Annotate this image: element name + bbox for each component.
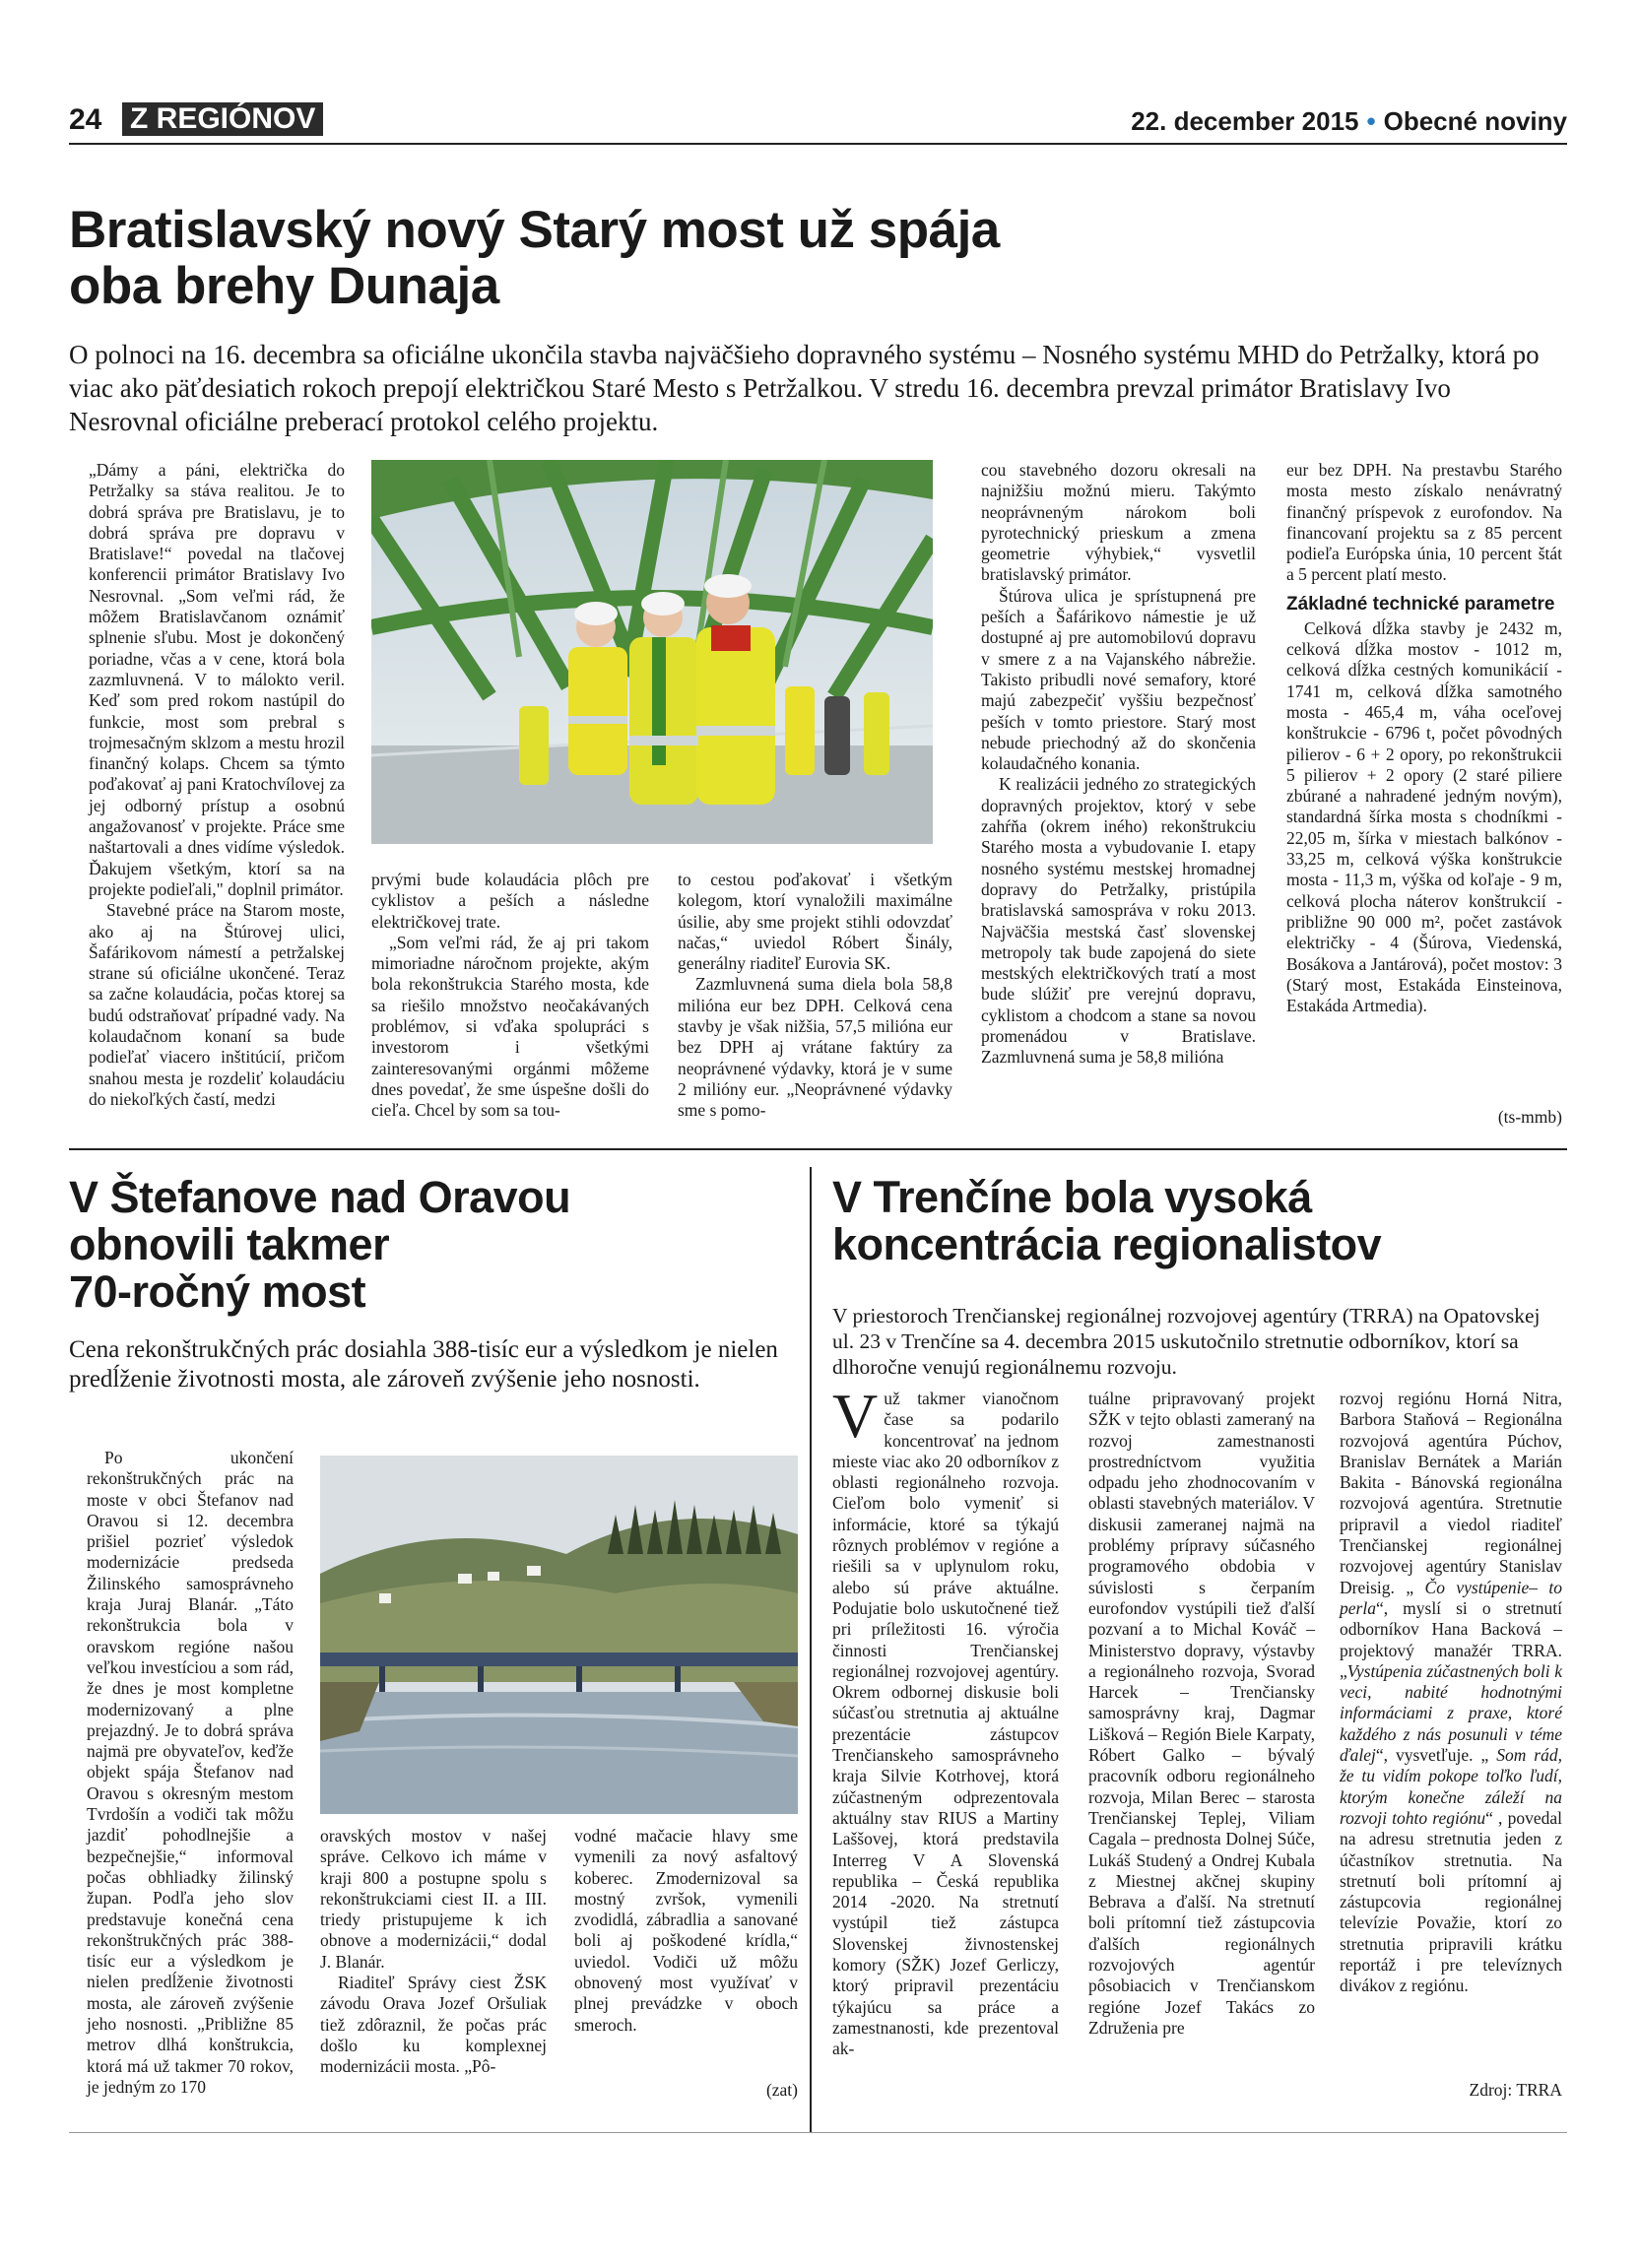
- publication-name: Obecné noviny: [1383, 106, 1567, 136]
- footer-rule: [69, 2132, 1567, 2133]
- article1-col5-p1: eur bez DPH. Na prestavbu Starého mosta mesto získalo nenávratný finančný príspevok z eurofondov. Na financovaní projektu sa z 85 percent podieľa Európska únia, 10 percent štát a 5 percent platí mesto.: [1286, 460, 1562, 585]
- article1-title-line1: Bratislavský nový Starý most už spája: [69, 201, 1000, 259]
- article1-col4-p1: cou stavebného dozoru okresali na najnižšiu možnú mieru. Takýmto neoprávneným nárokom boli pyrotechnický prieskum a zmena geometrie výhybiek,“ vysvetlil bratislavský primátor.: [981, 460, 1256, 585]
- article2-col1-p: Po ukončení rekonštrukčných prác na moste v obci Štefanov nad Oravou si 12. decembra prišiel pozrieť výsledok modernizácie predseda Žilinského samosprávneho kraja Juraj Blanár. „Táto rekonštrukcia bola v oravskom regióne našou veľkou investíciou a som rád, že dnes je most kompletne modernizovaný a plne prejazdný. Je to dobrá správa najmä pre obyvateľov, keďže objekt spája Štefanov nad Oravou s okresným mestom Tvrdošín a vodiči tak môžu jazdiť pohodlnejšie a bezpečnejšie,“ informoval počas obhliadky žilinský župan. Podľa jeho slov predstavuje konečná cena rekonštrukčných prác 388-tisíc eur a výsledkom je nielen predĺženie životnosti mosta, ale zároveň zvýšenie jeho nosnosti. „Približne 85 metrov dlhá konštrukcia, ktorá má už takmer 70 rokov, je jedným zo 170: [87, 1448, 294, 2097]
- article2-title: [69, 1174, 798, 1316]
- article2-col3: [574, 1826, 798, 2036]
- article2-lead: Cena rekonštrukčných prác dosiahla 388-tisíc eur a výsledkom je nielen predĺženie životnosti mosta, ale zároveň zvýšenie jeho nosnosti.: [69, 1336, 778, 1393]
- stefanov-bridge-photo: [320, 1456, 798, 1814]
- article3-title: [832, 1174, 1566, 1268]
- article3-col1-text: už takmer vianočnom čase sa podarilo koncentrovať na jednom mieste viac ako 20 odborníkov z oblasti regionálneho rozvoja. Cieľom bolo vymeniť si informácie, ktoré sa týkajú rôznych problémov v regióne a riešili sa v uplynulom roku, alebo sú práve aktuálne. Podujatie bolo uskutočnené tiež pri príležitosti 16. výročia činnosti Trenčianskej regionálnej rozvojovej agentúry. Okrem odbornej diskusie boli súčasťou stretnutia aj aktuálne prezentácie zástupcov Trenčianskeho samosprávneho kraja Silvie Kotrhovej, ktorá zúčastneným odprezentovala aktuálny stav RIUS a Martiny Laššovej, ktorá predstavila Interreg V A Slovenská republika – Česká republika 2014 -2020. Na stretnutí vystúpil tiež zástupca Slovenskej živnostenskej komory (SŽK) Jozef Gerliczy, ktorý pripravil prezentáciu týkajúcu sa práce a zamestnanosti, kde prezentoval ak-: [832, 1389, 1059, 2059]
- header-rule: [69, 143, 1567, 145]
- article1-col2-p1: prvými bude kolaudácia plôch pre cyklistov a peších a následne električkovej trate.: [371, 870, 649, 932]
- section-label: Z REGIÓNOV: [122, 102, 323, 136]
- article3-col2: [1088, 1389, 1315, 2039]
- article1-col5: [1286, 460, 1562, 1016]
- article2-signature: (zat): [765, 2080, 798, 2100]
- page-number: 24: [69, 103, 102, 136]
- article1-col3-p2: Zazmluvnená suma diela bola 58,8 milióna eur bez DPH. Celková cena stavby je však nižšia, 57,5 milióna eur bez DPH aj vrátane faktúry za neoprávnené výdavky, ktorá je v sume 2 milióny eur. „Neoprávnené výdavky sme s pomo-: [678, 974, 952, 1121]
- article3-col2-p: tuálne pripravovaný projekt SŽK v tejto oblasti zameraný na rozvoj zamestnanosti prostredníctvom využitia odpadu jeho zhodnocovaním v oblasti stavebných materiálov. V diskusii zameranej najmä na problémy prípravy súčasného programového obdobia v súvislosti s čerpaním eurofondov vystúpili tiež ďalší pozvaní a to Michal Kováč – Ministerstvo dopravy, výstavby a regionálneho rozvoja, Svorad Harcek – Trenčiansky samosprávny kraj, Dagmar Lišková – Región Biele Karpaty, Róbert Galko – bývalý pracovník odboru regionálneho rozvoja, Milan Berec – starosta Trenčianskej Teplej, Viliam Cagala – prednosta Dolnej Súče, Lukáš Studený a Ondrej Kubala z Miestnej akčnej skupiny Bebrava a ďalší. Na stretnutí boli prítomní tiež zástupcovia ďalších regionálnych rozvojových agentúr pôsobiacich v Trenčianskom regióne Jozef Takács zo Združenia pre: [1088, 1389, 1315, 2038]
- article2-col3-p: vodné mačacie hlavy sme vymenili za nový asfaltový koberec. Zmodernizoval sa mostný zvršok, vymenili zvodidlá, zábradlia a sanované boli aj poškodené krídla,“ uviedol. Vodiči už môžu obnovený most využívať v plnej prevádzke v oboch smeroch.: [574, 1826, 798, 2035]
- article2-col2-p1: oravských mostov v našej správe. Celkovo ich máme v kraji 800 a postupne spolu s rekonštrukciami ciest II. a III. triedy pristupujeme k ich obnove a modernizácii,“ dodal J. Blanár.: [320, 1826, 547, 1972]
- column-divider: [810, 1167, 812, 2132]
- article1-col3: [678, 870, 952, 1122]
- article1-col1-p1: „Dámy a páni, električka do Petržalky sa stáva realitou. Je to dobrá správa pre Bratislavu, je to dobrá správa pre dopravu v Bratislave!“ povedal na tlačovej konferencii primátor Bratislavy Ivo Nesrovnal. „Som veľmi rád, že môžem Bratislavčanom oznámiť splnenie sľubu. Most je dokončený poriadne, včas a v cene, ktorá bola zazmluvnená. V to málokto veril. Keď som pred rokom nastúpil do funkcie, most som prebral s trojmesačným sklzom a mestu hrozil finančný kolaps. Chcem sa týmto poďakovať aj pani Kratochvílovej za jej odborný prístup a osobnú angažovanosť v projekte. Práce sme naštartovali a dnes vidíme výsledok. Ďakujem všetkým, ktorí sa na projekte podieľali," doplnil primátor.: [89, 460, 345, 899]
- article2-col2: [320, 1826, 547, 2078]
- article3-drop-cap: V: [832, 1381, 879, 1451]
- article3-title-line1: V Trenčíne bola vysoká: [832, 1172, 1312, 1222]
- article1-col1: [89, 460, 345, 1110]
- article2-col2-p2: Riaditeľ Správy ciest ŽSK závodu Orava Jozef Oršuliak tiež zdôraznil, že počas prác došlo ku komplexnej modernizácii mosta. „Pô-: [320, 1973, 547, 2077]
- bridge-opening-photo: [371, 460, 933, 844]
- article1-signature: (ts-mmb): [1497, 1107, 1562, 1127]
- article1-col2: [371, 870, 649, 1122]
- article1-col4: [981, 460, 1256, 1069]
- article-divider: [69, 1148, 1567, 1150]
- article3-title-line2: koncentrácia regionalistov: [832, 1219, 1382, 1269]
- article1-col3-p1: to cestou poďakovať i všetkým kolegom, ktorí vynaložili maximálne úsilie, aby sme projekt stihli odovzdať načas,“ uviedol Róbert Šinály, generálny riaditeľ Eurovia SK.: [678, 870, 952, 974]
- article2-title-line1: V Štefanove nad Oravou: [69, 1172, 571, 1222]
- article1-col1-p2: Stavebné práce na Starom moste, ako aj na Štúrovej ulici, Šafárikovom námestí a petržalskej strane sú oficiálne ukončené. Teraz sa začne kolaudácia, počas ktorej sa budú odstraňovať prípadné vady. Na kolaudačnom konaní sa bude podieľať viacero inštitúcií, pričom snahou mesta je rozdeliť kolaudáciu do niekoľkých častí, medzi: [89, 900, 345, 1109]
- article2-col1: [87, 1448, 294, 2098]
- article1-title-line2: oba brehy Dunaja: [69, 257, 499, 315]
- article1-lead: O polnoci na 16. decembra sa oficiálne ukončila stavba najväčšieho dopravného systému – Nosného systému MHD do Petržalky, ktorá po viac ako päťdesiatich rokoch prepojí električkou Staré Mesto s Petržalkou. V stredu 16. decembra prevzal primátor Bratislavy Ivo Nesrovnal oficiálne preberací protokol celého projektu.: [69, 340, 1540, 436]
- article3-lead: V priestoroch Trenčianskej regionálnej rozvojovej agentúry (TRRA) na Opatovskej ul. 23 v Trenčíne sa 4. decembra 2015 uskutočnilo stretnutie odborníkov, ktorí sa dlhoročne venujú regionálnemu rozvoju.: [832, 1304, 1541, 1379]
- article1-col4-p3: K realizácii jedného zo strategických dopravných projektov, ktorý v sebe zahŕňa (okrem iného) rekonštrukciu Starého mosta a vybudovanie I. etapy nosného systému mestskej hromadnej dopravy do Petržalky, pristúpila bratislavská samospráva v roku 2013. Najväčšia mestská časť slovenskej metropoly tak bude zapojená do siete mestských električkových tratí a most bude slúžiť pre verejnú dopravu, cyklistom a chodcom a stane sa novou promenádou v Bratislave. Zazmluvnená suma je 58,8 milióna: [981, 774, 1256, 1068]
- article3-col1: [832, 1381, 1059, 2060]
- article3-col3: [1340, 1389, 1562, 1997]
- article2-title-line3: 70-ročný most: [69, 1266, 366, 1317]
- article1-col5-p2: Celková dĺžka stavby je 2432 m, celková dĺžka mostov - 1012 m, celková dĺžka cestných komunikácií - 1741 m, celková dĺžka samotného mosta - 465,4 m, váha oceľovej konštrukcie - 6796 t, počet pôvodných pilierov - 6 + 2 opory, po rekonštrukcii 5 pilierov + 2 opory (2 staré piliere zbúrané a nahradené jedným novým), standardná šírka mosta s chodníkmi - 22,05 m, šírka v miestach balkónov - 33,25 m, celková výška konštrukcie mosta - 11,3 m, výška od koľaje - 9 m, celková plocha náterov konštrukcií - približne 90 000 m², počet zastávok električky - 4 (Šúrova, Viedenská, Bosákova a Jantárová), počet mostov: 3 (Starý most, Estakáda Einsteinova, Estakáda Artmedia).: [1286, 617, 1562, 1016]
- article2-title-line2: obnovili takmer: [69, 1219, 390, 1269]
- header-bullet: •: [1366, 106, 1376, 136]
- header-dateline: [1131, 106, 1567, 137]
- article1-col4-p2: Štúrova ulica je sprístupnená pre peších a Šafárikovo námestie je už dostupné aj pre automobilovú dopravu v smere z a na Vajanského nábrežie. Takisto pribudli nové semafory, ktoré majú zabezpečiť vyššiu bezpečnosť peších v tomto priestore. Starý most nebude priechodný až do skončenia kolaudačného konania.: [981, 585, 1256, 774]
- issue-date: 22. december 2015: [1131, 106, 1359, 136]
- article1-col2-p2: „Som veľmi rád, že aj pri takom mimoriadne náročnom projekte, akým bola rekonštrukcia Starého mosta, kde sa riešilo množstvo neočakávaných problémov, si vďaka spolupráci s investorom i všetkými zainteresovanými orgánmi môžeme dnes povedať, že sme úspešne došli do cieľa. Chcel by som sa tou-: [371, 932, 649, 1121]
- article1-subhead: Základné technické parametre: [1286, 593, 1555, 615]
- article1-title: [69, 202, 1546, 314]
- article3-signature: Zdroj: TRRA: [1469, 2080, 1562, 2100]
- article3-col3-p: rozvoj regiónu Horná Nitra, Barbora Staňová – Regionálna rozvojová agentúra Púchov, Branislav Bernátek a Marián Bakita - Bánovská regionálna rozvojová agentúra. Stretnutie pripravil a viedol riaditeľ Trenčianskej regionálnej rozvojovej agentúry Stanislav Dreisig. „ Čo vystúpenie– to perla“, myslí si o stretnutí odborníkov Hana Backová – projektový manažér TRRA. „Vystúpenia zúčastnených boli k veci, nabité hodnotnými informáciami z praxe, ktoré každého z nás posunuli v téme ďalej“, vysvetľuje. „ Som rád, že tu vidím pokope toľko ľudí, ktorým konečne záleží na rozvoji tohto regiónu“ , povedal na adresu stretnutia jeden z účastníkov stretnutia. Na stretnutí boli prítomní aj zástupcovia regionálnej televízie Považie, ktorí zo stretnutia pripravili krátku reportáž i pre televíznych divákov z regiónu.: [1340, 1389, 1562, 1996]
